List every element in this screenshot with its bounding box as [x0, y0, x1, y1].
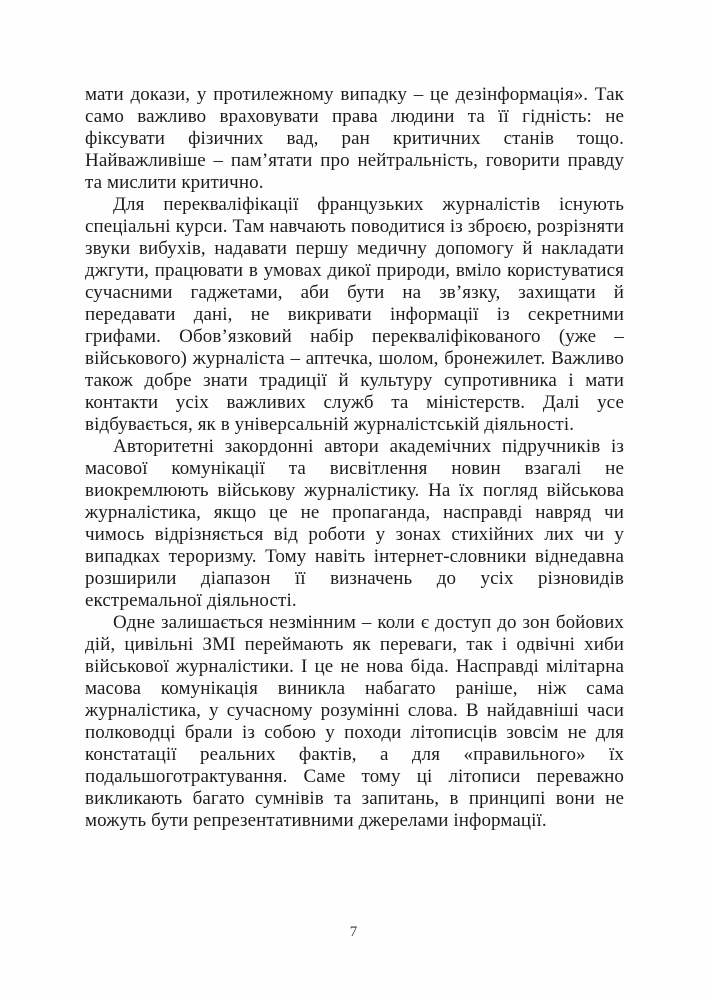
paragraph-foreign-authors: Авторитетні закордонні автори академічних підручників із масової комунікації та висвітлення новин взагалі не виокремлюють військову журналістику. На їх погляд військова журналістика, якщо це не пропаганда, насправді навряд чи чимось відрізняється від роботи у зонах стихійних лих чи у випадках тероризму. Тому навіть інтернет-словники віднедавна розширили діапазон її визначень до усіх різновидів екстремальної діяльності. — [85, 436, 624, 611]
page-number: 7 — [349, 924, 358, 940]
paragraph-continuation: мати докази, у протилежному випадку – це дезінформація». Так само важливо враховувати права людини та її гідність: не фіксувати фізичних вад, ран критичних станів тощо. Найважливіше – пам’ятати про нейтральність, говорити правду та мислити критично. — [85, 84, 624, 193]
paragraph-military-communication: Одне залишається незмінним – коли є доступ до зон бойових дій, цивільні ЗМІ переймають як переваги, так і одвічні хиби військової журналістики. І це не нова біда. Насправді мілітарна масова комунікація виникла набагато раніше, ніж сама журналістика, у сучасному розумінні слова. В найдавніші часи полководці брали із собою у походи літописців зовсім не для констатації реальних фактів, а для «правильного» їх подальшоготрактування. Саме тому ці літописи переважно викликають багато сумнівів та запитань, в принципі вони не можуть бути репрезентативними джерелами інформації. — [85, 612, 624, 831]
paragraph-requalification-courses: Для перекваліфікації французьких журналістів існують спеціальні курси. Там навчають поводитися із зброєю, розрізняти звуки вибухів, надавати першу медичну допомогу й накладати джгути, працювати в умовах дикої природи, вміло користуватися сучасними гаджетами, аби бути на зв’язку, захищати й передавати дані, не викривати інформації із секретними грифами. Обов’язковий набір перекваліфікованого (уже – військового) журналіста – аптечка, шолом, бронежилет. Важливо також добре знати традиції й культуру супротивника і мати контакти усіх важливих служб та міністерств. Далі усе відбувається, як в універсальній журналістській діяльності. — [85, 194, 624, 435]
page-text — [85, 84, 624, 832]
